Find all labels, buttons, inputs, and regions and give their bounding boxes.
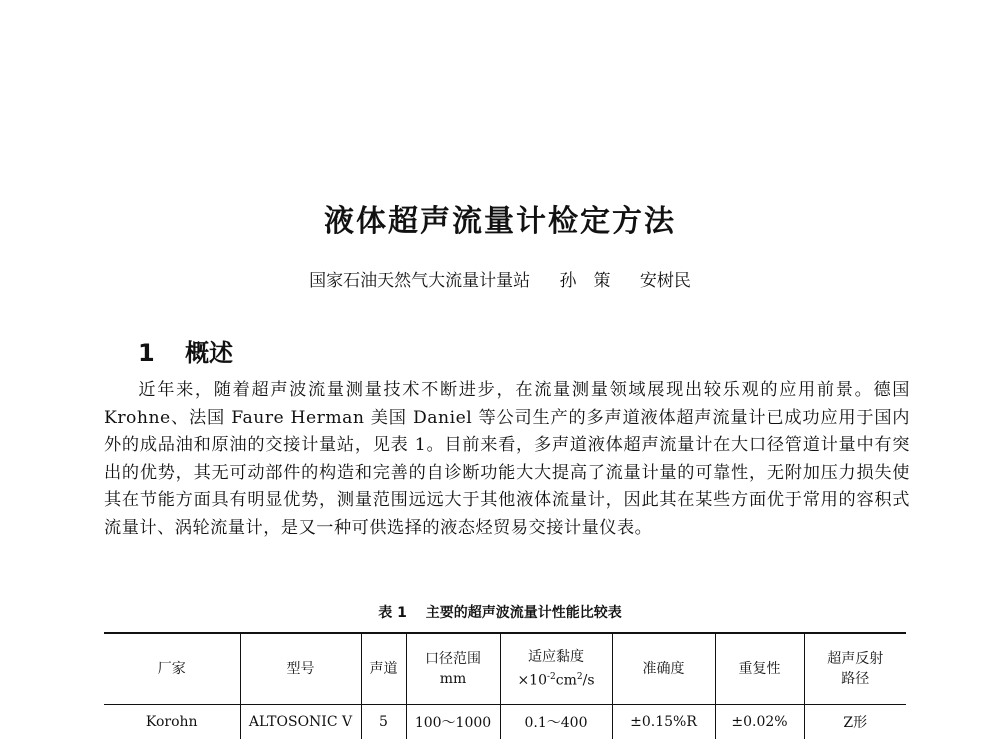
paper-title: 液体超声流量计检定方法	[0, 196, 1000, 240]
section-title: 概述	[185, 339, 233, 367]
cell-diameter: 100～1000	[406, 705, 500, 739]
author-line	[0, 266, 1000, 291]
viscosity-unit-mid: cm	[556, 673, 577, 689]
section-number: 1	[138, 339, 155, 367]
section-heading	[138, 333, 233, 368]
viscosity-unit-exp2: 2	[577, 672, 583, 682]
comparison-table	[104, 632, 906, 739]
header-accuracy: 准确度	[612, 633, 715, 705]
header-path-line1: 超声反射	[805, 649, 907, 669]
author-2: 安树民	[640, 271, 691, 291]
header-viscosity-line1: 适应黏度	[501, 647, 612, 667]
viscosity-unit-exp: -2	[547, 672, 556, 682]
cell-channels: 5	[361, 705, 406, 739]
header-path-line2: 路径	[805, 669, 907, 689]
header-viscosity	[500, 633, 612, 705]
table-caption-text: 主要的超声波流量计性能比较表	[426, 605, 622, 621]
header-diameter-line1: 口径范围	[407, 649, 500, 669]
header-diameter-line2: mm	[407, 669, 500, 689]
viscosity-unit-post: /s	[583, 673, 595, 689]
table-header-row	[104, 633, 906, 705]
cell-accuracy: ±0.15%R	[612, 705, 715, 739]
cell-maker: Korohn	[104, 705, 240, 739]
author-1: 孙 策	[560, 271, 611, 291]
cell-model: ALTOSONIC V	[240, 705, 361, 739]
header-viscosity-line2	[501, 667, 612, 691]
table-caption-label: 表 1	[378, 605, 407, 621]
header-diameter	[406, 633, 500, 705]
cell-viscosity: 0.1～400	[500, 705, 612, 739]
body-paragraph: 近年来，随着超声波流量测量技术不断进步，在流量测量领域展现出较乐观的应用前景。德国 Krohne、法国 Faure Herman 美国 Daniel 等公司生产的多声道液体超声流量计已成功应用于国内外的成品油和原油的交接计量站，见表 1。目前来看，多声道液体超声流量计在大口径管道计量中有突出的优势，其无可动部件的构造和完善的自诊断功能大大提高了流量计量的可靠性，无附加压力损失使其在节能方面具有明显优势，测量范围远远大于其他液体流量计，因此其在某些方面优于常用的容积式流量计、涡轮流量计，是又一种可供选择的液态烃贸易交接计量仪表。	[104, 377, 910, 542]
header-maker: 厂家	[104, 633, 240, 705]
table-caption	[0, 602, 1000, 622]
header-model: 型号	[240, 633, 361, 705]
cell-path: Z形	[804, 705, 906, 739]
table-row	[104, 705, 906, 739]
affiliation: 国家石油天然气大流量计量站	[309, 271, 530, 291]
header-channels: 声道	[361, 633, 406, 705]
cell-repeatability: ±0.02%	[715, 705, 804, 739]
header-path	[804, 633, 906, 705]
header-repeatability: 重复性	[715, 633, 804, 705]
viscosity-unit-pre: ×10	[517, 673, 547, 689]
